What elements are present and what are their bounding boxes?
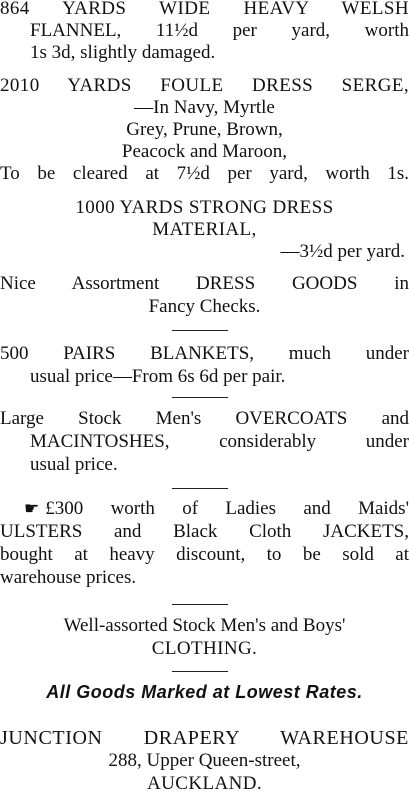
warehouse-city: AUCKLAND.	[147, 773, 262, 794]
all-goods-slogan: All Goods Marked at Lowest Rates.	[46, 682, 363, 702]
serge-line-3: Grey, Prune, Brown,	[126, 119, 283, 140]
material-line-2: MATERIAL,	[152, 219, 257, 240]
flannel-line-2: FLANNEL, 11½d per yard, worth	[30, 20, 409, 41]
serge-line-5: To be cleared at 7½d per yard, worth 1s.	[0, 163, 409, 184]
dress-goods-line-1: Nice Assortment DRESS GOODS in	[0, 273, 409, 294]
ulsters-line-1: £300 worth of Ladies and Maids'	[45, 498, 409, 519]
blankets-line-1: 500 PAIRS BLANKETS, much under	[0, 343, 409, 364]
divider-5	[172, 671, 228, 672]
material-line-1: 1000 YARDS STRONG DRESS	[75, 197, 334, 218]
divider-2	[172, 397, 228, 398]
clothing-line-1: Well-assorted Stock Men's and Boys'	[63, 615, 346, 636]
divider-4	[172, 604, 228, 605]
blankets-line-2: usual price—From 6s 6d per pair.	[30, 366, 286, 387]
flannel-line-3: 1s 3d, slightly damaged.	[30, 42, 216, 63]
serge-line-1: 2010 YARDS FOULE DRESS SERGE,	[0, 75, 409, 96]
material-line-3: —3½d per yard.	[280, 241, 405, 262]
clothing-line-2: CLOTHING.	[151, 638, 258, 659]
serge-line-4: Peacock and Maroon,	[121, 141, 288, 162]
warehouse-name: JUNCTION DRAPERY WAREHOUSE	[0, 727, 409, 749]
dress-goods-line-2: Fancy Checks.	[148, 296, 261, 317]
overcoats-line-2: MACINTOSHES, considerably under	[30, 431, 409, 452]
flannel-line-1: 864 YARDS WIDE HEAVY WELSH	[0, 0, 409, 19]
pointing-hand-icon: ☛	[24, 499, 40, 518]
overcoats-line-3: usual price.	[30, 454, 118, 475]
ulsters-line-2: ULSTERS and Black Cloth JACKETS,	[0, 521, 409, 542]
ulsters-line-1-wrap	[24, 498, 409, 520]
ulsters-line-4: warehouse prices.	[0, 567, 137, 588]
serge-line-2: —In Navy, Myrtle	[134, 97, 275, 118]
overcoats-line-1: Large Stock Men's OVERCOATS and	[0, 408, 409, 429]
divider-1	[172, 330, 228, 331]
ulsters-line-3: bought at heavy discount, to be sold at	[0, 544, 409, 565]
divider-3	[172, 488, 228, 489]
warehouse-address: 288, Upper Queen-street,	[108, 750, 301, 771]
